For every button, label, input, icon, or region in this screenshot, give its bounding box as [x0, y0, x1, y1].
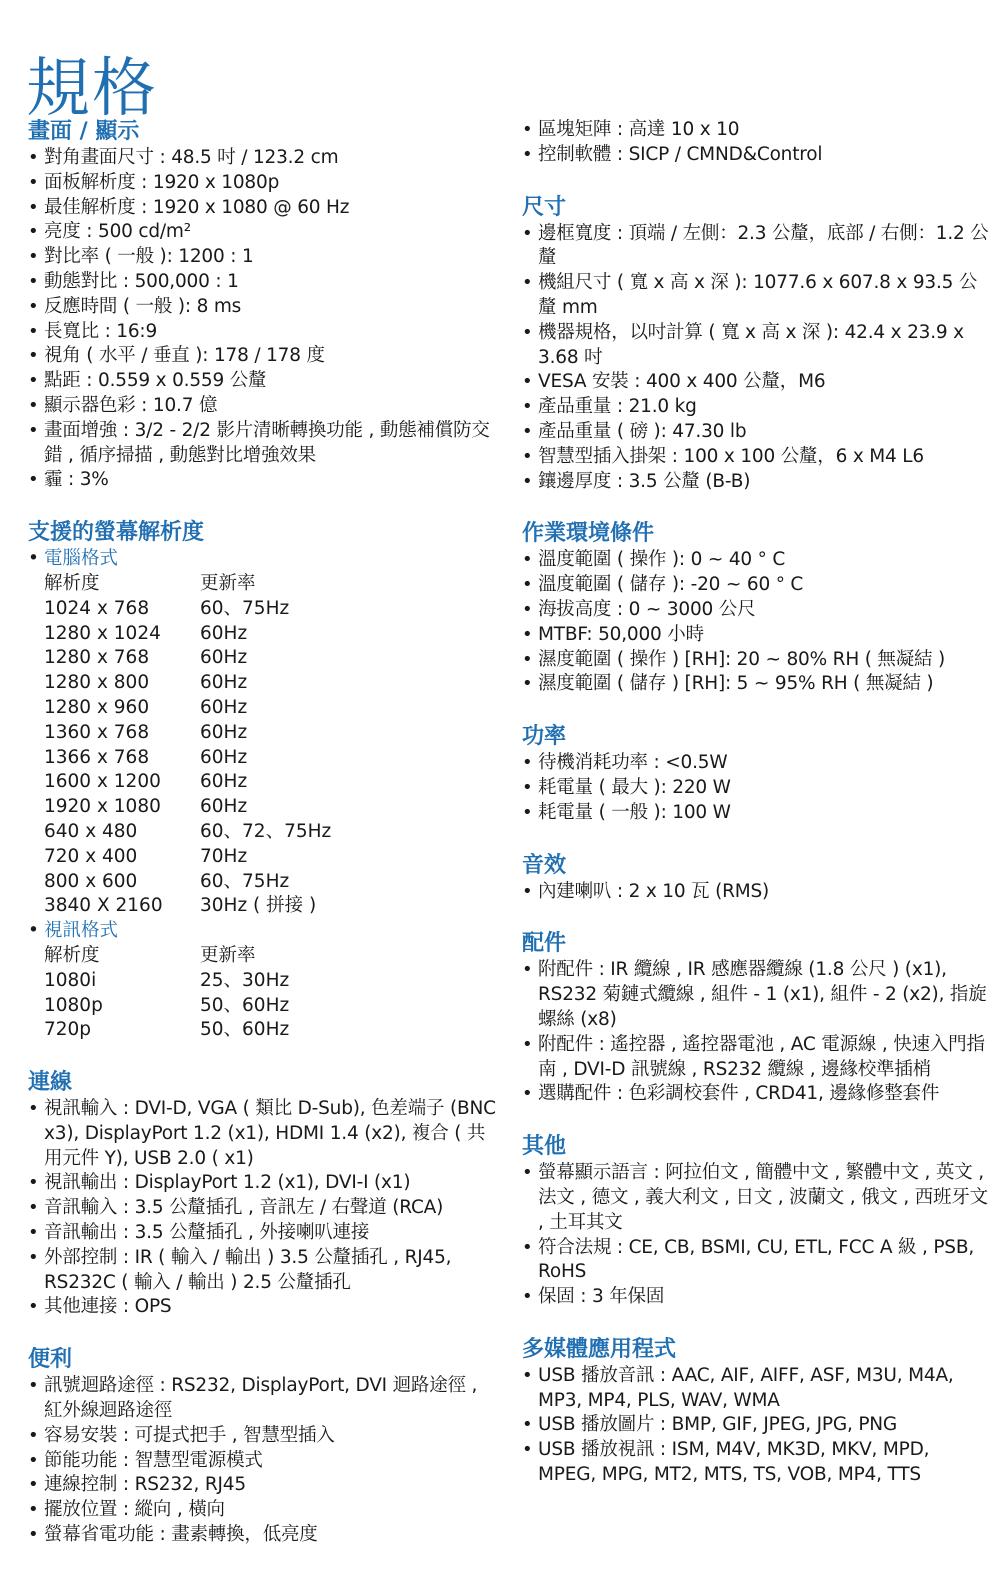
section-heading-multimedia: 多媒體應用程式	[522, 1336, 677, 1362]
page-title: 規格	[26, 51, 158, 126]
table-cell: 720 x 400	[44, 845, 138, 867]
spec-item: • 外部控制 : IR ( 輸入 / 輸出 ) 3.5 公釐插孔 , RJ45, RS232C ( 輸入 / 輸出 ) 2.5 公釐插孔	[28, 1246, 498, 1296]
spec-item: • 產品重量 : 21.0 kg	[522, 395, 992, 420]
section-accessories	[522, 930, 992, 1107]
spec-item: • 濕度範圍 ( 操作 ) [RH]: 20 ~ 80% RH ( 無凝結 )	[522, 648, 992, 673]
section-multimedia	[522, 1336, 992, 1488]
table-cell: 1280 x 768	[44, 647, 150, 669]
left-column	[28, 118, 498, 1574]
spec-item: • 產品重量 ( 磅 ): 47.30 lb	[522, 420, 992, 445]
section-heading-environment: 作業環境條件	[522, 521, 655, 547]
table-cell: 640 x 480	[44, 820, 138, 842]
table-cell: 60、72、75Hz	[200, 820, 332, 842]
table-row	[44, 1018, 289, 1043]
section-misc	[522, 1133, 992, 1310]
table-row	[44, 994, 289, 1019]
table-row	[44, 845, 331, 870]
spec-item: • 節能功能 : 智慧型電源模式	[28, 1449, 498, 1474]
table-row	[44, 597, 331, 622]
section-sound	[522, 852, 992, 905]
spec-item: • 容易安裝 : 可提式把手 , 智慧型插入	[28, 1424, 498, 1449]
table-cell: 1360 x 768	[44, 721, 150, 743]
spec-item: • 邊框寬度 : 頂端 / 左側：2.3 公釐，底部 / 右側：1.2 公釐	[522, 222, 992, 272]
section-heading-resolution: 支援的螢幕解析度	[28, 520, 205, 546]
spec-item: • 附配件 : IR 纜線 , IR 感應器纜線 (1.8 公尺 ) (x1), RS232 菊鏈式纜線 , 組件 - 1 (x1), 組件 - 2 (x2), 指旋螺絲 (x8)	[522, 958, 992, 1032]
spec-item: • 濕度範圍 ( 儲存 ) [RH]: 5 ~ 95% RH ( 無凝結 )	[522, 672, 992, 697]
table-cell: 1024 x 768	[44, 597, 150, 619]
spec-item: • 機組尺寸 ( 寬 x 高 x 深 ): 1077.6 x 607.8 x 93.5 公釐 mm	[522, 271, 992, 321]
spec-item: • 點距 : 0.559 x 0.559 公釐	[28, 369, 498, 394]
table-cell: 50、60Hz	[200, 1019, 290, 1041]
table-cell: 25、30Hz	[200, 969, 290, 991]
spec-item: • 待機消耗功率 : <0.5W	[522, 751, 992, 776]
spec-item: • 訊號迴路途徑 : RS232, DisplayPort, DVI 迴路途徑 , 紅外線迴路途徑	[28, 1374, 498, 1424]
table-cell: 30Hz ( 拼接 )	[200, 895, 317, 917]
spec-item: • 擺放位置 : 縱向 , 橫向	[28, 1498, 498, 1523]
table-cell: 1080i	[44, 969, 97, 991]
sound-list	[522, 880, 992, 905]
spec-item: • USB 播放視訊 : ISM, M4V, MK3D, MKV, MPD, MPEG, MPG, MT2, MTS, TS, VOB, MP4, TTS	[522, 1438, 992, 1488]
connectivity-list	[28, 1097, 498, 1320]
spec-item: • 機器規格，以吋計算 ( 寬 x 高 x 深 ): 42.4 x 23.9 x 3.68 吋	[522, 321, 992, 371]
table-cell: 50、60Hz	[200, 994, 290, 1016]
video-resolution-table	[44, 944, 289, 1043]
spec-item: • 耗電量 ( 最大 ): 220 W	[522, 776, 992, 801]
spec-item: • 反應時間 ( 一般 ): 8 ms	[28, 295, 498, 320]
table-cell: 60、75Hz	[200, 870, 290, 892]
spec-item: • 面板解析度 : 1920 x 1080p	[28, 171, 498, 196]
column-header: 更新率	[200, 572, 256, 594]
table-row	[44, 870, 331, 895]
spec-item: • 耗電量 ( 一般 ): 100 W	[522, 801, 992, 826]
convenience-list	[28, 1374, 498, 1548]
table-cell: 3840 X 2160	[44, 895, 163, 917]
spec-item: • 其他連接 : OPS	[28, 1295, 498, 1320]
table-cell: 720p	[44, 1019, 92, 1041]
table-cell: 60Hz	[200, 672, 248, 694]
table-cell: 70Hz	[200, 845, 248, 867]
spec-item: • 音訊輸出 : 3.5 公釐插孔 , 外接喇叭連接	[28, 1221, 498, 1246]
environment-list	[522, 548, 992, 697]
table-row	[44, 721, 331, 746]
spec-item: • 音訊輸入 : 3.5 公釐插孔 , 音訊左 / 右聲道 (RCA)	[28, 1196, 498, 1221]
section-dimensions	[522, 194, 992, 495]
table-cell: 1080p	[44, 994, 103, 1016]
video-format-heading: • 視訊格式	[28, 919, 498, 944]
table-header-row	[44, 944, 289, 969]
pc-format-heading: • 電腦格式	[28, 547, 498, 572]
section-environment	[522, 520, 992, 697]
spec-item: • 動態對比 : 500,000 : 1	[28, 270, 498, 295]
power-list	[522, 751, 992, 825]
table-cell: 60Hz	[200, 622, 248, 644]
spec-item: • MTBF: 50,000 小時	[522, 623, 992, 648]
column-header: 解析度	[44, 944, 100, 966]
section-display-continued	[522, 118, 992, 168]
spec-item: • USB 播放音訊 : AAC, AIF, AIFF, ASF, M3U, M4A, MP3, MP4, PLS, WAV, WMA	[522, 1364, 992, 1414]
spec-item: • 對角畫面尺寸 : 48.5 吋 / 123.2 cm	[28, 146, 498, 171]
right-column	[522, 118, 992, 1514]
section-heading-dimensions: 尺寸	[522, 194, 567, 220]
spec-item: • 連線控制 : RS232, RJ45	[28, 1473, 498, 1498]
misc-list	[522, 1161, 992, 1310]
table-header-row	[44, 572, 331, 597]
spec-item: • 附配件 : 遙控器 , 遙控器電池 , AC 電源線 , 快速入門指南 , DVI-D 訊號線 , RS232 纜線 , 邊緣校準插梢	[522, 1033, 992, 1083]
table-cell: 60Hz	[200, 796, 248, 818]
table-row	[44, 969, 289, 994]
table-cell: 60Hz	[200, 696, 248, 718]
spec-item: • 最佳解析度 : 1920 x 1080 @ 60 Hz	[28, 196, 498, 221]
table-cell: 1920 x 1080	[44, 796, 161, 818]
section-heading-convenience: 便利	[28, 1347, 73, 1373]
table-cell: 60Hz	[200, 647, 248, 669]
column-header: 解析度	[44, 572, 100, 594]
table-cell: 60、75Hz	[200, 597, 290, 619]
table-cell: 1366 x 768	[44, 746, 150, 768]
spec-item: • 視訊輸入 : DVI-D, VGA ( 類比 D-Sub), 色差端子 (BNC x3), DisplayPort 1.2 (x1), HDMI 1.4 (x2), 複合 ( 共用元件 Y), USB 2.0 ( x1)	[28, 1097, 498, 1171]
table-row	[44, 671, 331, 696]
section-convenience	[28, 1346, 498, 1548]
spec-item: • 顯示器色彩 : 10.7 億	[28, 394, 498, 419]
table-cell: 1280 x 800	[44, 672, 150, 694]
table-row	[44, 646, 331, 671]
table-cell: 1600 x 1200	[44, 771, 161, 793]
table-cell: 60Hz	[200, 746, 248, 768]
spec-item: • 區塊矩陣 : 高達 10 x 10	[522, 118, 992, 143]
dimensions-list	[522, 222, 992, 495]
section-heading-display: 畫面 / 顯示	[28, 119, 140, 144]
table-row	[44, 746, 331, 771]
spec-item: • 視角 ( 水平 / 垂直 ): 178 / 178 度	[28, 344, 498, 369]
accessories-list	[522, 958, 992, 1107]
spec-item: • 對比率 ( 一般 ): 1200 : 1	[28, 245, 498, 270]
spec-item: • 鑲邊厚度 : 3.5 公釐 (B-B)	[522, 470, 992, 495]
spec-item: • 亮度 : 500 cd/m²	[28, 220, 498, 245]
spec-item: • 畫面增強 : 3/2 - 2/2 影片清晰轉換功能 , 動態補償防交錯 , 循序掃描 , 動態對比增強效果	[28, 419, 498, 469]
spec-item: • 溫度範圍 ( 操作 ): 0 ~ 40 ° C	[522, 548, 992, 573]
section-heading-power: 功率	[522, 724, 567, 750]
display-continued-list	[522, 118, 992, 168]
section-connectivity	[28, 1069, 498, 1320]
section-heading-misc: 其他	[522, 1134, 567, 1160]
spec-item: • 保固 : 3 年保固	[522, 1285, 992, 1310]
table-row	[44, 894, 331, 919]
table-cell: 1280 x 960	[44, 696, 150, 718]
spec-item: • 視訊輸出 : DisplayPort 1.2 (x1), DVI-I (x1)	[28, 1171, 498, 1196]
spec-item: • USB 播放圖片 : BMP, GIF, JPEG, JPG, PNG	[522, 1413, 992, 1438]
table-row	[44, 622, 331, 647]
spec-item: • 控制軟體 : SICP / CMND&Control	[522, 143, 992, 168]
table-cell: 1280 x 1024	[44, 622, 161, 644]
spec-item: • VESA 安裝 : 400 x 400 公釐，M6	[522, 370, 992, 395]
section-resolution	[28, 519, 498, 1043]
multimedia-list	[522, 1364, 992, 1488]
spec-item: • 智慧型插入掛架 : 100 x 100 公釐，6 x M4 L6	[522, 445, 992, 470]
spec-item: • 符合法規 : CE, CB, BSMI, CU, ETL, FCC A 級 , PSB, RoHS	[522, 1236, 992, 1286]
spec-item: • 霾 : 3%	[28, 468, 498, 493]
pc-resolution-table	[44, 572, 331, 919]
section-display	[28, 118, 498, 493]
spec-item: • 螢幕顯示語言 : 阿拉伯文 , 簡體中文 , 繁體中文 , 英文 , 法文 , 德文 , 義大利文 , 日文 , 波蘭文 , 俄文 , 西班牙文 , 土耳其文	[522, 1161, 992, 1235]
table-row	[44, 795, 331, 820]
spec-item: • 選購配件 : 色彩調校套件 , CRD41, 邊緣修整套件	[522, 1082, 992, 1107]
spec-item: • 長寬比 : 16:9	[28, 320, 498, 345]
display-list	[28, 146, 498, 493]
section-power	[522, 723, 992, 825]
section-heading-sound: 音效	[522, 852, 567, 878]
table-row	[44, 696, 331, 721]
spec-item: • 螢幕省電功能 : 畫素轉換，低亮度	[28, 1523, 498, 1548]
table-row	[44, 770, 331, 795]
table-row	[44, 820, 331, 845]
spec-item: • 內建喇叭 : 2 x 10 瓦 (RMS)	[522, 880, 992, 905]
spec-item: • 溫度範圍 ( 儲存 ): -20 ~ 60 ° C	[522, 573, 992, 598]
spec-item: • 海拔高度 : 0 ~ 3000 公尺	[522, 598, 992, 623]
table-cell: 60Hz	[200, 771, 248, 793]
column-header: 更新率	[200, 944, 256, 966]
section-heading-connectivity: 連線	[28, 1070, 73, 1096]
section-heading-accessories: 配件	[522, 931, 567, 957]
table-cell: 60Hz	[200, 721, 248, 743]
table-cell: 800 x 600	[44, 870, 138, 892]
